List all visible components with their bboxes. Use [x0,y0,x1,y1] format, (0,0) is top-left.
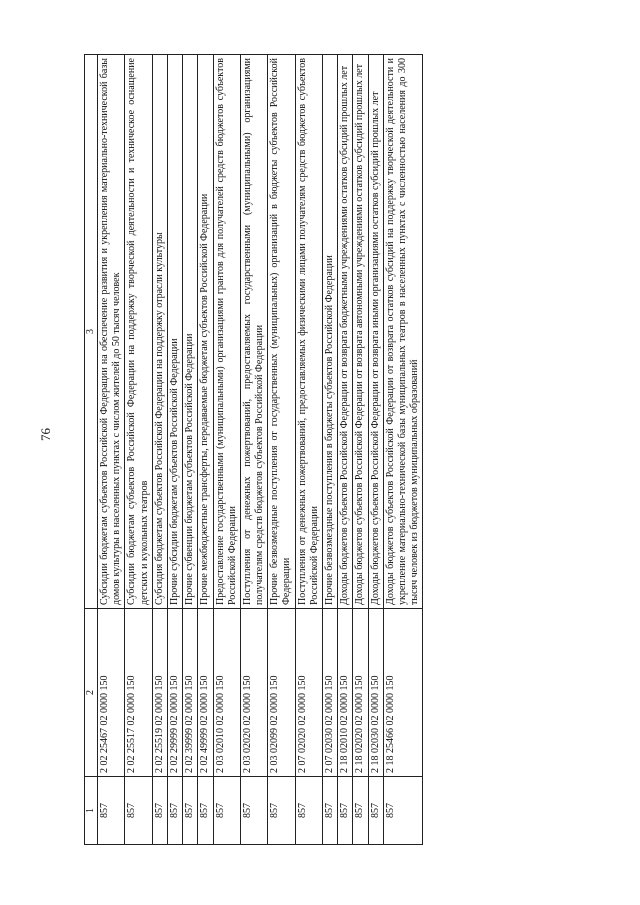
administrator-code-cell: 857 [368,777,383,845]
table-row [240,55,267,845]
administrator-code-cell: 857 [198,777,213,845]
table-row [98,55,125,845]
page-number: 76 [38,428,53,441]
budget-classification-code-cell: 2 03 02010 02 0000 150 [213,609,240,777]
budget-classification-code-cell: 2 02 29999 02 0000 150 [167,609,182,777]
income-name-cell: Прочие субсидии бюджетам субъектов Российской Федерации [167,55,182,609]
table-row [368,55,383,845]
income-name-cell: Субсидии бюджетам субъектов Российской Федерации на обеспечение развития и укрепления материально-технической базы домов культуры в населенных пунктах с числом жителей до 50 тысяч человек [98,55,125,609]
table-row [152,55,167,845]
administrator-code-cell: 857 [240,777,267,845]
income-name-cell: Поступления от денежных пожертвований, предоставляемых физическими лицами получателям средств бюджетов субъектов Российской Федерации [295,55,322,609]
administrator-code-cell: 857 [167,777,182,845]
budget-classification-code-cell: 2 18 02020 02 0000 150 [353,609,368,777]
administrator-code-cell: 857 [183,777,198,845]
income-name-cell: Доходы бюджетов субъектов Российской Федерации от возврата бюджетными учреждениями остатков субсидий прошлых лет [338,55,353,609]
administrator-code-cell: 857 [213,777,240,845]
administrator-code-cell: 857 [268,777,295,845]
header-column-1: 1 [85,777,98,845]
income-name-cell: Доходы бюджетов субъектов Российской Федерации от возврата остатков субсидий на поддержку творческой деятельности и укрепление материально-технической базы муниципальных театров в населенных пунктах с численностью населения до 300 тысяч человек из бюджетов муниципальных образований [383,55,423,609]
table-row [125,55,152,845]
income-name-cell: Поступления от денежных пожертвований, предоставляемых государственными (муниципальными) организациями получателям средств бюджетов субъектов Российской Федерации [240,55,267,609]
budget-classification-code-cell: 2 02 49999 02 0000 150 [198,609,213,777]
budget-classification-code-cell: 2 03 02020 02 0000 150 [240,609,267,777]
budget-classification-code-cell: 2 02 25467 02 0000 150 [98,609,125,777]
income-codes-table [84,54,423,845]
table-row [268,55,295,845]
budget-classification-code-cell: 2 07 02020 02 0000 150 [295,609,322,777]
table-row [323,55,338,845]
administrator-code-cell: 857 [98,777,125,845]
budget-classification-code-cell: 2 18 25466 02 0000 150 [383,609,423,777]
administrator-code-cell: 857 [353,777,368,845]
header-column-2: 2 [85,609,98,777]
table-header-row [85,55,98,845]
administrator-code-cell: 857 [383,777,423,845]
administrator-code-cell: 857 [323,777,338,845]
income-name-cell: Субсидии бюджетам субъектов Российской Федерации на поддержку творческой деятельности и техническое оснащение детских и кукольных театров [125,55,152,609]
income-name-cell: Субсидия бюджетам субъектов Российской Федерации на поддержку отрасли культуры [152,55,167,609]
administrator-code-cell: 857 [295,777,322,845]
administrator-code-cell: 857 [125,777,152,845]
budget-classification-code-cell: 2 02 25519 02 0000 150 [152,609,167,777]
budget-classification-code-cell: 2 02 39999 02 0000 150 [183,609,198,777]
income-name-cell: Прочие межбюджетные трансферты, передаваемые бюджетам субъектов Российской Федерации [198,55,213,609]
table-row [183,55,198,845]
income-name-cell: Доходы бюджетов субъектов Российской Федерации от возврата автономными учреждениями остатков субсидий прошлых лет [353,55,368,609]
table-row [353,55,368,845]
table-row [295,55,322,845]
budget-classification-code-cell: 2 07 02030 02 0000 150 [323,609,338,777]
budget-classification-code-cell: 2 18 02010 02 0000 150 [338,609,353,777]
rotated-page-content [84,55,423,845]
income-name-cell: Предоставление государственными (муниципальными) организациями грантов для получателей средств бюджетов субъектов Российской Федерации [213,55,240,609]
income-name-cell: Прочие безвозмездные поступления от государственных (муниципальных) организаций в бюджеты субъектов Российской Федерации [268,55,295,609]
table-row [213,55,240,845]
administrator-code-cell: 857 [338,777,353,845]
table-row [198,55,213,845]
income-name-cell: Доходы бюджетов субъектов Российской Федерации от возврата иными организациями остатков субсидий прошлых лет [368,55,383,609]
administrator-code-cell: 857 [152,777,167,845]
budget-classification-code-cell: 2 02 25517 02 0000 150 [125,609,152,777]
table-row [167,55,182,845]
header-column-3: 3 [85,55,98,609]
budget-classification-code-cell: 2 18 02030 02 0000 150 [368,609,383,777]
income-name-cell: Прочие субвенции бюджетам субъектов Российской Федерации [183,55,198,609]
table-row [338,55,353,845]
budget-classification-code-cell: 2 03 02099 02 0000 150 [268,609,295,777]
table-row [383,55,423,845]
income-name-cell: Прочие безвозмездные поступления в бюджеты субъектов Российской Федерации [323,55,338,609]
